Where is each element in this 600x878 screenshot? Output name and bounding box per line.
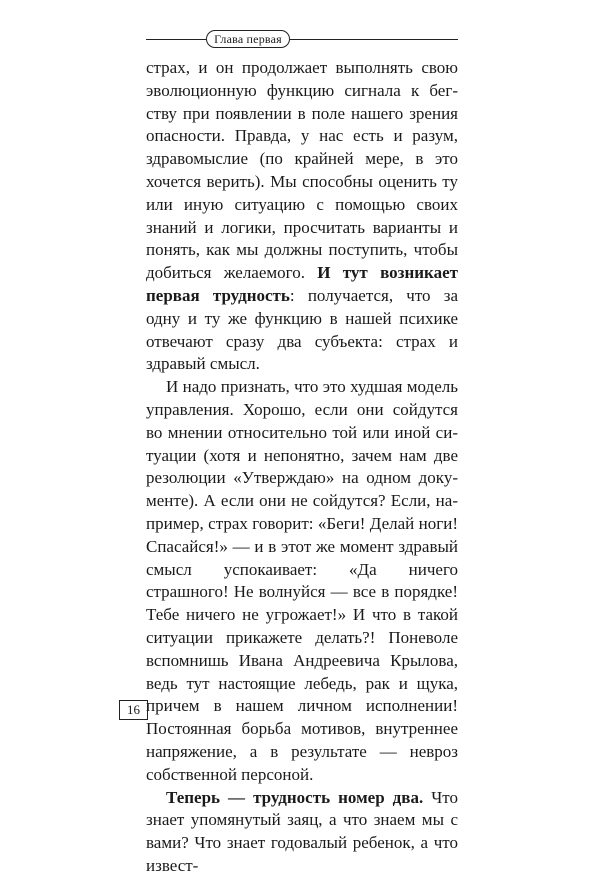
paragraph-2: И надо признать, что это худшая модель управления. Хорошо, если они сойдутся во мнении относительно той или иной ситуации (хотя и непонятно, зачем нам две резолюции «Утверждаю» на одном документе). А если они не сойдутся? Если, например, страх говорит: «Беги! Делай ноги! Спасайся!» — и в этот же момент здравый смысл успокаивает: «Да ничего страшного! Не волнуйся — все в порядке! Тебе ничего не угрожает!» И что в такой ситуации прикажете делать?! Поневоле вспомнишь Ивана Андреевича Крылова, ведь тут настоящие лебедь, рак и щука, причем в нашем личном исполнении! Постоянная борьба мотивов, внутреннее напряжение, а в результате — невроз собственной персоной. xyxy=(146,377,458,784)
paragraph-3-text: Что знает упомянутый заяц, а что знаем мы с вами? Что знает годовалый ребенок, а что извест- xyxy=(146,787,458,875)
body-text xyxy=(146,57,458,878)
page-number: 16 xyxy=(119,700,148,720)
paragraph-1-bold: И тут возникает первая трудность xyxy=(146,263,458,305)
chapter-header: Глава первая xyxy=(206,30,290,48)
paragraph-1-tail: : получается, что за одну и ту же функцию в нашей психике отвечают сразу два субъекта: страх и здравый смысл. xyxy=(146,285,458,374)
paragraph-1 xyxy=(146,57,458,376)
header-rule-right xyxy=(290,39,458,40)
paragraph-3 xyxy=(146,787,458,878)
paragraph-3-bold: Теперь — трудность номер два. xyxy=(166,787,424,807)
paragraph-1-text: страх, и он продолжает выполнять свою эволюционную функцию сигнала к бегству при появлении в поле нашего зрения опасности. Правда, у нас есть и разум, здравомыслие (по крайней мере, в это хочется верить). Мы способны оценить ту или иную ситуацию с помощью своих знаний и логики, просчитать варианты и понять, как мы должны поступить, чтобы добиться желаемого. xyxy=(146,58,458,283)
header-rule-left xyxy=(146,39,206,40)
